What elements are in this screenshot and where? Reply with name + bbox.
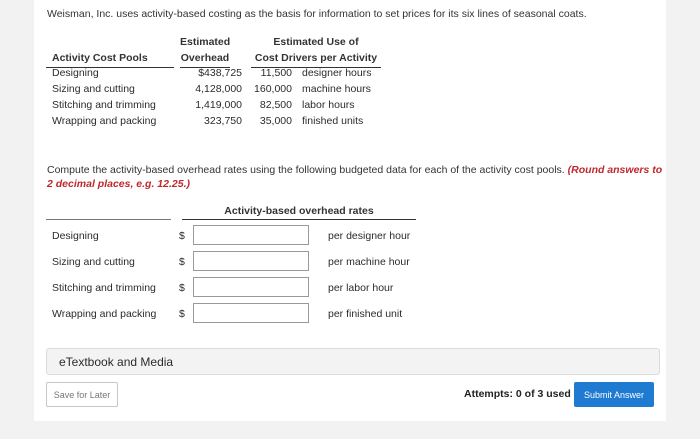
answer-row-designing [46,224,426,248]
dollar-sign: $ [179,256,185,268]
dollar-sign: $ [179,308,185,320]
dollar-sign: $ [179,230,185,242]
row-unit: per finished unit [328,308,403,320]
table-row: Stitching and trimming 1,419,000 82,500 labor hours [52,99,355,111]
designing-rate-input[interactable] [193,225,309,245]
label-column-rule [46,219,171,220]
etextbook-media-link[interactable]: eTextbook and Media [46,348,660,375]
overhead-header-line1: Estimated [180,36,231,48]
sizing-rate-input[interactable] [193,251,309,271]
rates-header: Activity-based overhead rates [182,205,416,220]
answer-row-stitching [46,276,426,300]
attempts-counter: Attempts: 0 of 3 used [464,388,571,400]
table-row: Sizing and cutting 4,128,000 160,000 machine hours [52,83,371,95]
drivers-header-line2: Cost Drivers per Activity [254,52,378,64]
row-unit: per labor hour [328,282,394,294]
row-label: Sizing and cutting [52,256,135,268]
row-label: Designing [52,230,99,242]
answer-row-sizing [46,250,426,274]
table-row: Wrapping and packing 323,750 35,000 finished units [52,115,364,127]
rounding-note: (Round answers to 2 decimal places, e.g. 12.25.) [47,164,663,190]
row-unit: per machine hour [328,256,410,268]
row-unit: per designer hour [328,230,411,242]
instructions-text: Compute the activity-based overhead rates using the following budgeted data for each of the activity cost pools. [47,164,565,176]
cost-data-table [46,36,376,131]
drivers-header-line1: Estimated Use of [273,36,359,48]
save-for-later-button[interactable]: Save for Later [46,382,118,407]
stitching-rate-input[interactable] [193,277,309,297]
dollar-sign: $ [179,282,185,294]
pools-header: Activity Cost Pools [52,52,148,64]
instructions [47,163,667,191]
question-card [34,0,666,421]
answer-row-wrapping [46,302,426,326]
row-label: Stitching and trimming [52,282,156,294]
row-label: Wrapping and packing [52,308,157,320]
table-row: Designing $438,725 11,500 designer hours [52,67,372,79]
problem-intro: Weisman, Inc. uses activity-based costing as the basis for information to set prices for its six lines of seasonal coats. [47,8,587,20]
overhead-header-line2: Overhead [180,52,230,64]
submit-answer-button[interactable]: Submit Answer [574,382,654,407]
wrapping-rate-input[interactable] [193,303,309,323]
